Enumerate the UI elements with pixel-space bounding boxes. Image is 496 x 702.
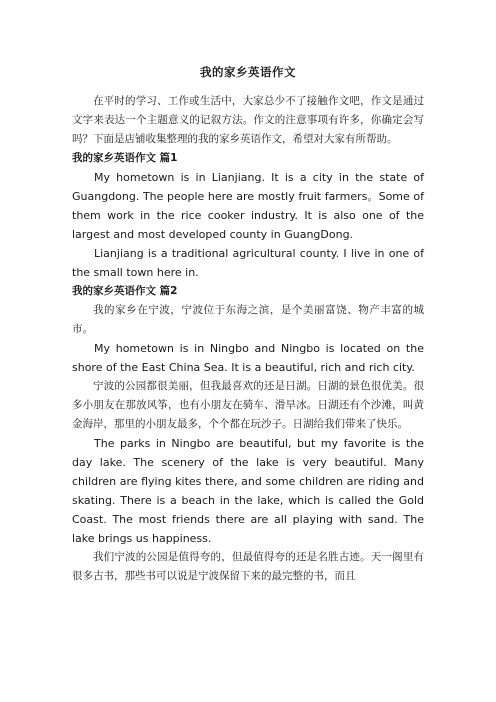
section2-paragraph-2: My hometown is in Ningbo and Ningbo is located on the shore of the East China Sea. It is a beautiful, rich and rich city. bbox=[72, 342, 424, 374]
section1-paragraph-2: Lianjiang is a traditional agricultural county. I live in one of the small town here in. bbox=[72, 247, 424, 279]
section2-paragraph-5: 我们宁波的公园是值得夸的，但最值得夸的还是名胜古迹。天一阁里有很多古书，那些书可以说是宁波保留下来的最完整的书，而且 bbox=[72, 551, 424, 582]
section1-paragraph-1: My hometown is in Lianjiang. It is a city in the state of Guangdong. The people here are mostly fruit farmers。Some of them work in the rice cooker industry. It is also one of the largest and most developed county in GuangDong. bbox=[72, 171, 424, 241]
document-title: 我的家乡英语作文 bbox=[200, 65, 296, 79]
section-heading-1: 我的家乡英语作文 篇1 bbox=[72, 152, 178, 164]
intro-paragraph: 在平时的学习、工作或生活中，大家总少不了接触作文吧，作文是通过文字来表达一个主题意义的记叙方法。作文的注意事项有许多，你确定会写吗？下面是店铺收集整理的我的家乡英语作文，希望对大家有所帮助。 bbox=[72, 95, 424, 145]
section-heading-2: 我的家乡英语作文 篇2 bbox=[72, 285, 178, 297]
section2-paragraph-4: The parks in Ningbo are beautiful, but my favorite is the day lake. The scenery of the lake is very beautiful. Many children are flying kites there, and some children are riding and skating. There is a beach in the lake, which is called the Gold Coast. The most friends there are all playing with sand. The lake brings us happiness. bbox=[72, 437, 424, 545]
section2-paragraph-1: 我的家乡在宁波，宁波位于东海之滨，是个美丽富饶、物产丰富的城市。 bbox=[72, 304, 424, 335]
section2-paragraph-3: 宁波的公园都很美丽，但我最喜欢的还是日湖。日湖的景色很优美。很多小朋友在那放风筝，也有小朋友在骑车、滑旱冰。日湖还有个沙滩，叫黄金海岸，那里的小朋友最多，个个都在玩沙子。日湖给我们带来了快乐。 bbox=[72, 380, 424, 430]
